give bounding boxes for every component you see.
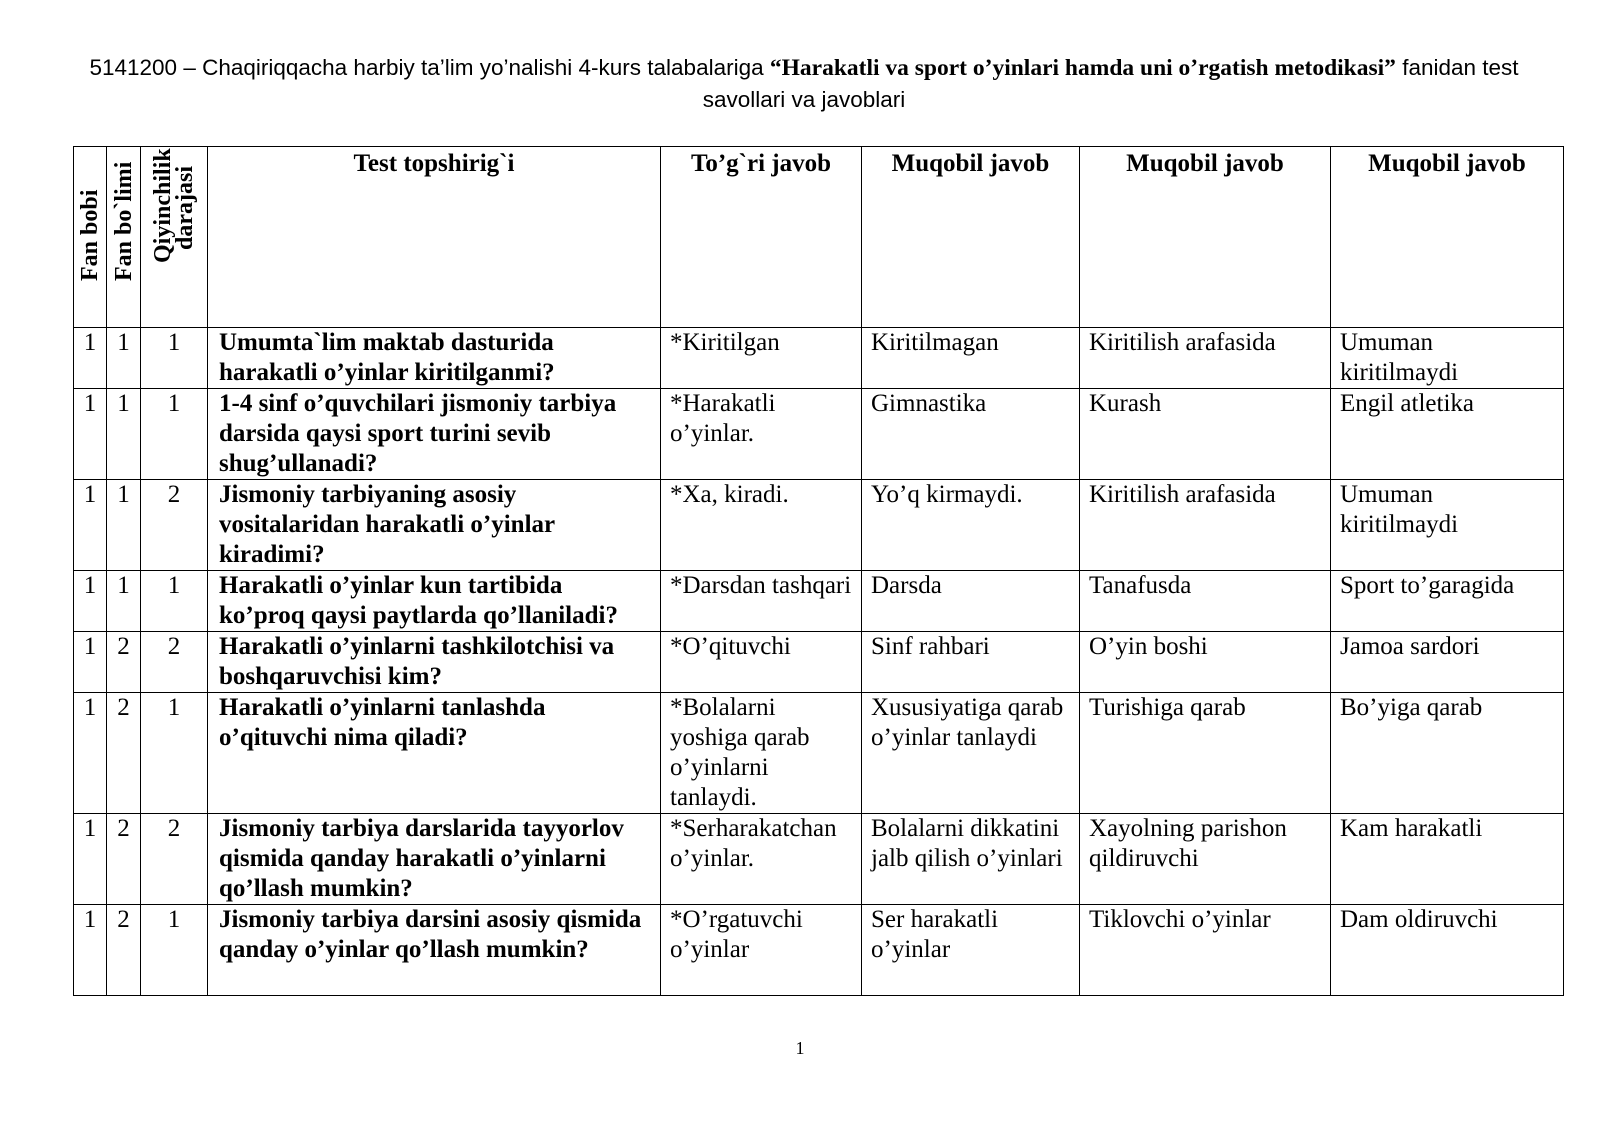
- cell-bolim: 1: [107, 389, 141, 480]
- cell-correct: *Darsdan tashqari: [661, 571, 862, 632]
- col-header-correct: To’g`ri javob: [661, 147, 862, 328]
- cell-alt3: Bo’yiga qarab: [1331, 693, 1564, 814]
- table-row: [74, 905, 1564, 996]
- cell-alt2: Turishiga qarab: [1080, 693, 1331, 814]
- cell-alt3: Umuman kiritilmaydi: [1331, 328, 1564, 389]
- cell-bob: 1: [74, 571, 107, 632]
- cell-bolim: 2: [107, 693, 141, 814]
- cell-bolim: 2: [107, 814, 141, 905]
- table-row: [74, 693, 1564, 814]
- table-row: [74, 814, 1564, 905]
- title-subject: “Harakatli va sport o’yinlari hamda uni o’rgatish metodikasi”: [769, 55, 1396, 81]
- cell-alt1: Kiritilmagan: [862, 328, 1080, 389]
- cell-alt3: Umuman kiritilmaydi: [1331, 480, 1564, 571]
- cell-bob: 1: [74, 328, 107, 389]
- document-title: [74, 52, 1534, 115]
- cell-bolim: 2: [107, 905, 141, 996]
- cell-alt3: Kam harakatli: [1331, 814, 1564, 905]
- cell-bolim: 1: [107, 328, 141, 389]
- cell-bob: 1: [74, 389, 107, 480]
- cell-correct: *Kiritilgan: [661, 328, 862, 389]
- cell-question: Harakatli o’yinlarni tanlashda o’qituvchi nima qiladi?: [208, 693, 661, 814]
- cell-alt3: Engil atletika: [1331, 389, 1564, 480]
- cell-daraja: 2: [141, 632, 208, 693]
- cell-question: 1-4 sinf o’quvchilari jismoniy tarbiya darsida qaysi sport turini sevib shug’ullanadi?: [208, 389, 661, 480]
- table-header-row: [74, 147, 1564, 328]
- cell-alt2: Tiklovchi o’yinlar: [1080, 905, 1331, 996]
- col-header-alt2: Muqobil javob: [1080, 147, 1331, 328]
- cell-alt2: Xayolning parishon qildiruvchi: [1080, 814, 1331, 905]
- cell-alt3: Dam oldiruvchi: [1331, 905, 1564, 996]
- cell-alt2: Kiritilish arafasida: [1080, 328, 1331, 389]
- cell-alt1: Bolalarni dikkatini jalb qilish o’yinlari: [862, 814, 1080, 905]
- col-header-bob: Fan bobi: [74, 147, 107, 328]
- cell-question: Jismoniy tarbiya darslarida tayyorlov qismida qanday harakatli o’yinlarni qo’llash mumkin?: [208, 814, 661, 905]
- cell-question: Harakatli o’yinlarni tashkilotchisi va boshqaruvchisi kim?: [208, 632, 661, 693]
- cell-daraja: 1: [141, 905, 208, 996]
- cell-daraja: 1: [141, 571, 208, 632]
- col-header-alt3: Muqobil javob: [1331, 147, 1564, 328]
- table-row: [74, 389, 1564, 480]
- cell-alt1: Darsda: [862, 571, 1080, 632]
- cell-alt1: Ser harakatli o’yinlar: [862, 905, 1080, 996]
- cell-question: Jismoniy tarbiyaning asosiy vositalaridan harakatli o’yinlar kiradimi?: [208, 480, 661, 571]
- cell-bob: 1: [74, 632, 107, 693]
- table-row: [74, 328, 1564, 389]
- cell-correct: *Harakatli o’yinlar.: [661, 389, 862, 480]
- cell-question: Umumta`lim maktab dasturida harakatli o’yinlar kiritilganmi?: [208, 328, 661, 389]
- cell-alt1: Sinf rahbari: [862, 632, 1080, 693]
- cell-correct: *Serharakatchan o’yinlar.: [661, 814, 862, 905]
- cell-daraja: 1: [141, 389, 208, 480]
- col-header-alt1: Muqobil javob: [862, 147, 1080, 328]
- cell-bolim: 1: [107, 480, 141, 571]
- cell-question: Harakatli o’yinlar kun tartibida ko’proq qaysi paytlarda qo’llaniladi?: [208, 571, 661, 632]
- table-row: [74, 632, 1564, 693]
- page-number: 1: [795, 1038, 805, 1058]
- cell-alt1: Xususiyatiga qarab o’yinlar tanlaydi: [862, 693, 1080, 814]
- cell-alt2: O’yin boshi: [1080, 632, 1331, 693]
- cell-alt3: Jamoa sardori: [1331, 632, 1564, 693]
- cell-correct: *O’qituvchi: [661, 632, 862, 693]
- table-row: [74, 480, 1564, 571]
- table-body: [74, 328, 1564, 996]
- cell-daraja: 2: [141, 814, 208, 905]
- cell-question: Jismoniy tarbiya darsini asosiy qismida qanday o’yinlar qo’llash mumkin?: [208, 905, 661, 996]
- title-plain: 5141200 – Chaqiriqqacha harbiy ta’lim yo’nalishi 4-kurs talabalariga: [89, 55, 770, 80]
- col-header-daraja: Qiyinchilik darajasi: [141, 147, 208, 328]
- cell-alt1: Gimnastika: [862, 389, 1080, 480]
- cell-bolim: 2: [107, 632, 141, 693]
- cell-correct: *O’rgatuvchi o’yinlar: [661, 905, 862, 996]
- cell-alt3: Sport to’garagida: [1331, 571, 1564, 632]
- cell-bob: 1: [74, 905, 107, 996]
- cell-alt1: Yo’q kirmaydi.: [862, 480, 1080, 571]
- cell-alt2: Kurash: [1080, 389, 1331, 480]
- cell-bob: 1: [74, 693, 107, 814]
- cell-daraja: 1: [141, 693, 208, 814]
- cell-daraja: 2: [141, 480, 208, 571]
- title-tail: fanidan test savollari va javoblari: [702, 55, 1519, 112]
- cell-bob: 1: [74, 814, 107, 905]
- cell-alt2: Kiritilish arafasida: [1080, 480, 1331, 571]
- cell-bolim: 1: [107, 571, 141, 632]
- col-header-bolim: Fan bo`limi: [107, 147, 141, 328]
- col-header-question: Test topshirig`i: [208, 147, 661, 328]
- cell-bob: 1: [74, 480, 107, 571]
- test-table: [73, 146, 1564, 996]
- cell-daraja: 1: [141, 328, 208, 389]
- cell-correct: *Xa, kiradi.: [661, 480, 862, 571]
- cell-correct: *Bolalarni yoshiga qarab o’yinlarni tanlaydi.: [661, 693, 862, 814]
- cell-alt2: Tanafusda: [1080, 571, 1331, 632]
- table-row: [74, 571, 1564, 632]
